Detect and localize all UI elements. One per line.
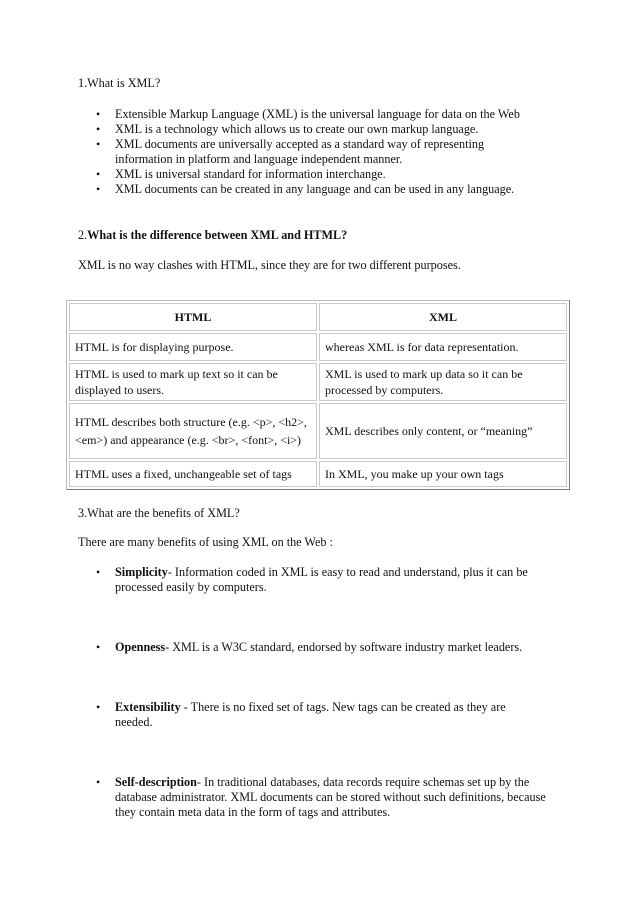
table-row <box>69 333 567 361</box>
q1-bullet-list <box>96 107 556 197</box>
q3-intro: There are many benefits of using XML on the Web : <box>78 535 333 549</box>
benefits-list-3 <box>96 700 536 730</box>
table-header-xml: XML <box>319 303 567 331</box>
benefit-term: Self-description <box>115 775 197 789</box>
table-cell: HTML describes both structure (e.g. <p>, <h2>, <em>) and appearance (e.g. <br>, <font>, <i>) <box>69 403 317 459</box>
table-header-html: HTML <box>69 303 317 331</box>
comparison-table <box>66 300 570 490</box>
table-row <box>69 363 567 401</box>
q2-heading <box>78 228 347 243</box>
table-cell: whereas XML is for data representation. <box>319 333 567 361</box>
q2-intro: XML is no way clashes with HTML, since they are for two different purposes. <box>78 258 461 272</box>
list-item <box>96 775 556 820</box>
table-cell: HTML is for displaying purpose. <box>69 333 317 361</box>
benefits-list-4 <box>96 775 556 820</box>
list-item: • XML is a technology which allows us to create our own markup language. <box>96 122 556 137</box>
q3-heading: 3.What are the benefits of XML? <box>78 506 240 520</box>
benefit-term: Openness <box>115 640 166 654</box>
table-cell: HTML is used to mark up text so it can be displayed to users. <box>69 363 317 401</box>
table-row <box>69 403 567 459</box>
benefit-text: - XML is a W3C standard, endorsed by software industry market leaders. <box>165 640 523 654</box>
benefit-term: Simplicity <box>115 565 168 579</box>
benefit-text: - In traditional databases, data records require schemas set up by the database administrator. XML documents can be stored without such definitions, because they contain meta data in the form of tags and attributes. <box>115 775 546 819</box>
table-cell: HTML uses a fixed, unchangeable set of tags <box>69 461 317 487</box>
list-item <box>96 700 536 730</box>
benefits-list-2 <box>96 640 556 655</box>
benefit-text: - There is no fixed set of tags. New tags can be created as they are needed. <box>115 700 506 729</box>
q2-heading-number: 2. <box>78 228 88 242</box>
q2-heading-text: What is the difference between XML and HTML? <box>87 228 348 242</box>
list-item <box>96 640 556 655</box>
benefit-term: Extensibility <box>115 700 181 714</box>
list-item: • XML documents are universally accepted as a standard way of representing information in platform and language independent manner. <box>96 137 515 167</box>
table-cell: XML is used to mark up data so it can be processed by computers. <box>319 363 567 401</box>
q1-heading: 1.What is XML? <box>78 76 161 90</box>
table-header-row <box>69 303 567 331</box>
benefit-text: - Information coded in XML is easy to read and understand, plus it can be processed easily by computers. <box>115 565 528 594</box>
list-item <box>96 565 556 595</box>
table-row <box>69 461 567 487</box>
benefits-list-1 <box>96 565 556 595</box>
list-item: • XML is universal standard for information interchange. <box>96 167 556 182</box>
list-item: • Extensible Markup Language (XML) is the universal language for data on the Web <box>96 107 556 122</box>
table-cell: XML describes only content, or “meaning” <box>319 403 567 459</box>
list-item: • XML documents can be created in any language and can be used in any language. <box>96 182 556 197</box>
table-cell: In XML, you make up your own tags <box>319 461 567 487</box>
